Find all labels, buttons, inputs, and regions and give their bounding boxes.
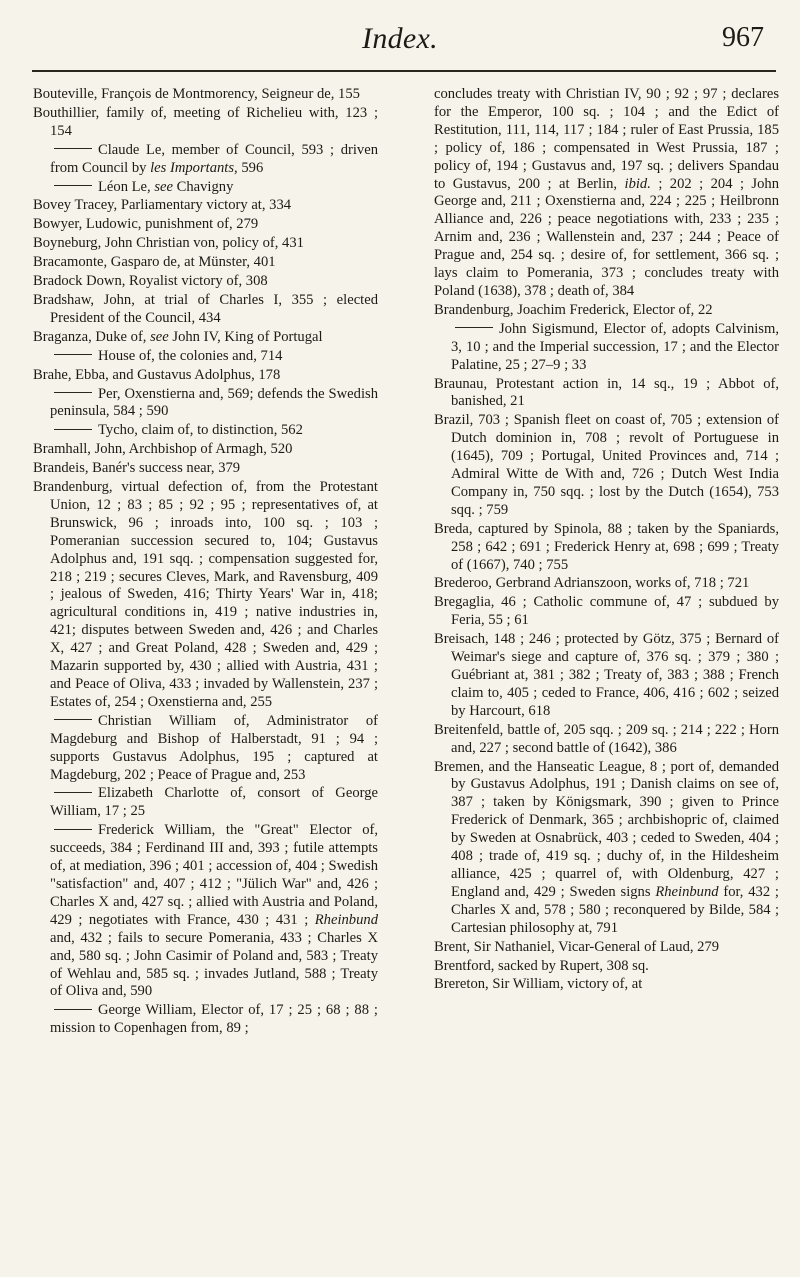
- repeat-dash: [54, 185, 92, 186]
- index-subentry: [33, 785, 378, 821]
- index-entry: [434, 976, 779, 994]
- entry-text: Tycho, claim of, to distinction, 562: [98, 422, 303, 439]
- entry-text: Bouthillier, family of, meeting of Richelieu with, 123 ; 154: [33, 104, 378, 139]
- entry-text: Bregaglia, 46 ; Catholic commune of, 47 ; subdued by Feria, 55 ; 61: [434, 594, 779, 629]
- index-entry: [33, 273, 378, 291]
- index-entry: [434, 594, 779, 630]
- entry-text: Brazil, 703 ; Spanish fleet on coast of, 705 ; extension of Dutch dominion in, 708 ; revolt of Portuguese in (1645), 709 ; Portugal, United Provinces and, 714 ; Admiral Witte de With and, 726 ; Dutch West India Company in, 750 sqq. ; lost by the Dutch (1654), 753 sqq. ; 759: [434, 412, 779, 518]
- index-entry: [33, 292, 378, 328]
- page-header: [0, 0, 800, 80]
- entry-text: concludes treaty with Christian IV, 90 ; 92 ; 97 ; declares for the Emperor, 100 sq. ; 104 ; and the Edict of Restitution, 111, 114, 117 ; 184 ; ruler of East Prussia, 185 ; policy of, 186 ; compensated in West Prussia, 187 ; policy of, 194 ; Gustavus and, 197 sq. ; delivers Spandau to Gustavus, 200 ; at Berlin, ibid. ; 202 ; 204 ; John George and, 211 ; Oxenstierna and, 224 ; 225 ; Heilbronn Alliance and, 226 ; peace negotiations with, 233 ; 235 ; Arnim and, 236 ; Wallenstein and, 237 ; 244 ; Peace of Prague and, 254 sq. ; desire of, for settlement, 366 sq. ; lays claim to Pomerania, 373 ; concludes treaty with Poland (1638), 378 ; death of, 384: [434, 86, 779, 299]
- running-title: Index.: [362, 22, 438, 55]
- index-entry: [434, 521, 779, 575]
- index-entry: [33, 254, 378, 272]
- index-entry: [33, 460, 378, 478]
- repeat-dash: [54, 719, 92, 720]
- entry-text: Claude Le, member of Council, 593 ; driven from Council by les Importants, 596: [50, 141, 378, 176]
- entry-text: Bovey Tracey, Parliamentary victory at, 334: [33, 197, 292, 214]
- entry-text: Bowyer, Ludowic, punishment of, 279: [33, 216, 259, 233]
- repeat-dash: [455, 327, 493, 328]
- index-subentry: [33, 1002, 378, 1038]
- index-entry: [434, 958, 779, 976]
- index-entry: [33, 197, 378, 215]
- repeat-dash: [54, 148, 92, 149]
- index-subentry: [33, 422, 378, 440]
- entry-text: Per, Oxenstierna and, 569; defends the Swedish peninsula, 584 ; 590: [50, 385, 378, 420]
- entry-text: Frederick William, the "Great" Elector of, succeeds, 384 ; Ferdinand III and, 393 ; futile attempts of, at mediation, 396 ; 401 ; accession of, 404 ; Swedish "satisfaction" and, 407 ; 412 ; "Jülich War" and, 426 ; Charles X and, 427 sq. ; allied with Austria and Poland, 429 ; negotiates with France, 430 ; 431 ; Rheinbund and, 432 ; fails to secure Pomerania, 433 ; Charles X and, 580 sq. ; John Casimir of Poland and, 583 ; Treaty of Wehlau and, 585 sq. ; invades Jutland, 588 ; Treaty of Oliva and, 590: [50, 822, 378, 1000]
- index-entry: [434, 86, 779, 301]
- index-entry: [434, 376, 779, 412]
- entry-text: Breisach, 148 ; 246 ; protected by Götz, 375 ; Bernard of Weimar's siege and capture of, 376 sq. ; 379 ; 380 ; Guébriant at, 381 ; 382 ; Treaty of, 383 ; 388 ; French claim to, 405 ; ceded to France, 406, 416 ; 602 ; seized by Harcourt, 618: [434, 631, 779, 719]
- repeat-dash: [54, 392, 92, 393]
- entry-text: Bracamonte, Gasparo de, at Münster, 401: [33, 254, 276, 271]
- entry-text: John Sigismund, Elector of, adopts Calvinism, 3, 10 ; and the Imperial succession, 17 ; and the Elector Palatine, 25 ; 27–9 ; 33: [451, 320, 779, 373]
- entry-text: House of, the colonies and, 714: [98, 347, 283, 364]
- entry-text: Bradock Down, Royalist victory of, 308: [33, 273, 268, 290]
- entry-text: Brandenburg, virtual defection of, from the Protestant Union, 12 ; 83 ; 85 ; 92 ; 95 ; representatives of, at Brunswick, 96 ; inroads into, 100 sq. ; 103 ; Pomeranian succession secured to, 104; Gustavus Adolphus and, 191 sqq. ; compensation suggested for, 218 ; 219 ; secures Cleves, Mark, and Ravensburg, 409 ; jealous of Sweden, 416; Thirty Years' War in, 418; agricultural conditions in, 419 ; native industries in, 421; disputes between Sweden and, 426 ; and Charles X, 427 ; and Great Poland, 428 ; Sweden and, 429 ; Mazarin supported by, 430 ; allied with Austria, 431 ; and Peace of Oliva, 433 ; invaded by Wallenstein, 237 ; Estates of, 254 ; Oxenstierna and, 255: [33, 479, 378, 710]
- index-entry: [33, 329, 378, 347]
- index-entry: [33, 216, 378, 234]
- entry-text: Braganza, Duke of, see John IV, King of Portugal: [33, 328, 323, 345]
- entry-text: Bremen, and the Hanseatic League, 8 ; port of, demanded by Gustavus Adolphus, 191 ; Danish claims on see of, 387 ; taken by Königsmark, 390 ; given to Prince Frederick of Denmark, 365 ; archbishopric of, claimed by Sweden at Osnabrück, 403 ; ceded to Sweden, 404 ; 408 ; trade of, 419 sq. ; duchy of, in the Hildesheim alliance, 425 ; quarrel of, with Oldenburg, 427 ; England and, 429 ; Sweden signs Rheinbund for, 432 ; Charles X and, 578 ; 580 ; reconquered by Bilde, 584 ; Cartesian philosophy at, 791: [434, 758, 779, 936]
- entry-text: Brahe, Ebba, and Gustavus Adolphus, 178: [33, 366, 281, 383]
- entry-text: George William, Elector of, 17 ; 25 ; 68 ; 88 ; mission to Copenhagen from, 89 ;: [50, 1002, 378, 1037]
- index-entry: [33, 86, 378, 104]
- entry-text: Brandenburg, Joachim Frederick, Elector of, 22: [434, 301, 713, 318]
- index-subentry: [33, 348, 378, 366]
- header-rule: [32, 70, 776, 72]
- entry-text: Brandeis, Banér's success near, 379: [33, 460, 241, 477]
- entry-text: Breitenfeld, battle of, 205 sqq. ; 209 sq. ; 214 ; 222 ; Horn and, 227 ; second battle of (1642), 386: [434, 721, 779, 756]
- entry-text: Brederoo, Gerbrand Adrianszoon, works of, 718 ; 721: [434, 575, 750, 592]
- index-subentry: [33, 822, 378, 1001]
- entry-text: Bramhall, John, Archbishop of Armagh, 520: [33, 441, 293, 458]
- repeat-dash: [54, 1009, 92, 1010]
- index-subentry: [33, 386, 378, 422]
- repeat-dash: [54, 354, 92, 355]
- entry-text: Léon Le, see Chavigny: [98, 178, 234, 195]
- index-entry: [434, 939, 779, 957]
- entry-text: Brereton, Sir William, victory of, at: [434, 976, 643, 993]
- entry-text: Bouteville, François de Montmorency, Seigneur de, 155: [33, 86, 360, 102]
- index-entry: [434, 759, 779, 938]
- index-column-right: [434, 86, 779, 995]
- index-entry: [33, 235, 378, 253]
- entry-text: Elizabeth Charlotte of, consort of George William, 17 ; 25: [50, 785, 378, 820]
- entry-text: Braunau, Protestant action in, 14 sq., 19 ; Abbot of, banished, 21: [434, 375, 779, 410]
- entry-text: Boyneburg, John Christian von, policy of, 431: [33, 235, 304, 252]
- entry-text: Christian William of, Administrator of Magdeburg and Bishop of Halberstadt, 91 ; 94 ; supports Gustavus Adolphus, 195 ; captured at Magdeburg, 202 ; Peace of Prague and, 253: [50, 712, 378, 783]
- index-entry: [434, 722, 779, 758]
- entry-text: Brent, Sir Nathaniel, Vicar-General of Laud, 279: [434, 938, 720, 955]
- index-entry: [33, 367, 378, 385]
- index-entry: [434, 412, 779, 519]
- index-column-left: [33, 86, 378, 1039]
- entry-text: Brentford, sacked by Rupert, 308 sq.: [434, 957, 649, 974]
- repeat-dash: [54, 829, 92, 830]
- index-entry: [434, 302, 779, 320]
- index-subentry: [33, 142, 378, 178]
- index-entry: [33, 105, 378, 141]
- repeat-dash: [54, 429, 92, 430]
- page-number: 967: [722, 22, 764, 53]
- index-subentry: [434, 321, 779, 375]
- index-entry: [434, 631, 779, 721]
- index-entry: [434, 575, 779, 593]
- index-subentry: [33, 179, 378, 197]
- index-entry: [33, 441, 378, 459]
- entry-text: Bradshaw, John, at trial of Charles I, 355 ; elected President of the Council, 434: [33, 291, 378, 326]
- index-subentry: [33, 713, 378, 785]
- entry-text: Breda, captured by Spinola, 88 ; taken by the Spaniards, 258 ; 642 ; 691 ; Frederick Henry at, 698 ; 699 ; Treaty of (1667), 740 ; 755: [434, 520, 779, 573]
- index-entry: [33, 479, 378, 712]
- repeat-dash: [54, 792, 92, 793]
